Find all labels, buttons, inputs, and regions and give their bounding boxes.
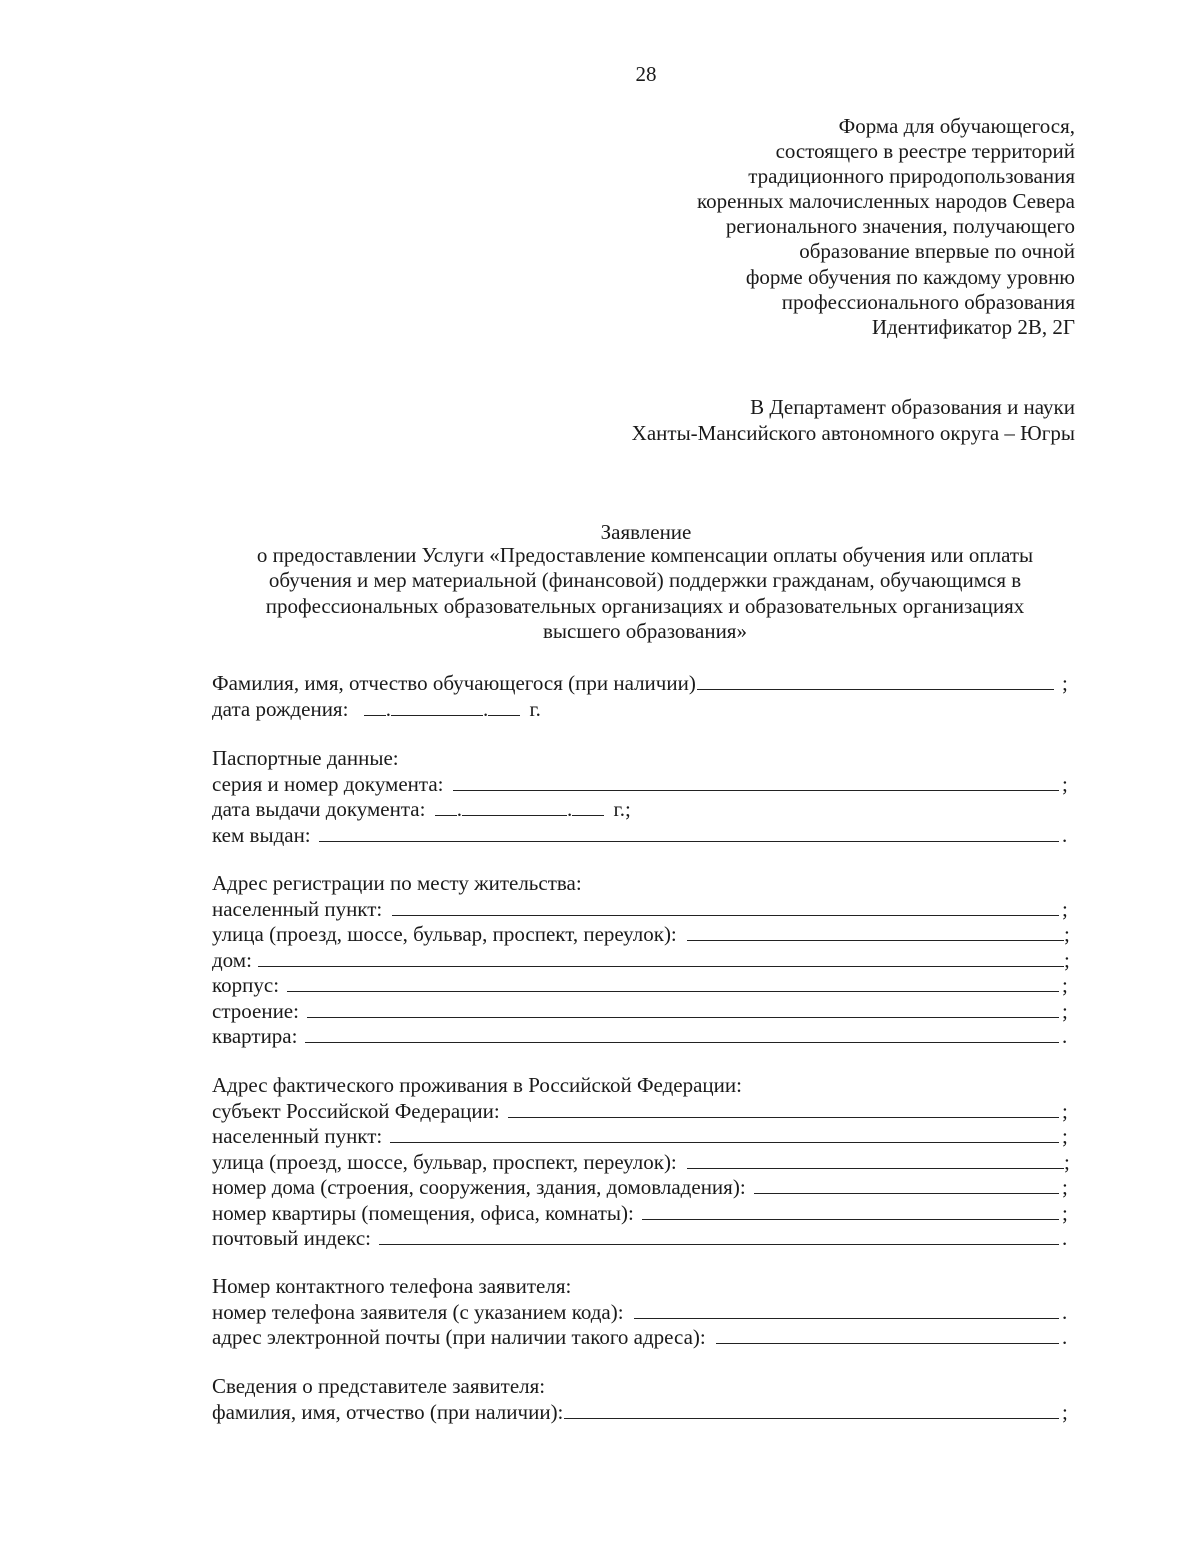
field-end-mark: ; <box>1062 1124 1068 1148</box>
form-note-line: форме обучения по каждому уровню <box>745 264 1075 289</box>
contacts-field-row <box>212 1300 1072 1326</box>
actual-house-field[interactable] <box>754 1178 1059 1194</box>
field-end-mark: ; <box>1062 771 1068 796</box>
contacts-field-row <box>212 1325 1072 1351</box>
registration-field-row <box>212 922 1072 948</box>
actual-address-field-row <box>212 1175 1072 1201</box>
passport-series-label: серия и номер документа: <box>212 771 444 796</box>
passport-issued-by-field[interactable] <box>319 826 1059 842</box>
passport-series-row <box>212 772 1072 798</box>
registration-field-row <box>212 1024 1072 1050</box>
year-suffix: г.; <box>613 797 631 821</box>
field-label: номер квартиры (помещения, офиса, комнаты): <box>212 1200 634 1225</box>
issue-month-field[interactable] <box>462 799 567 816</box>
registration-structure-field[interactable] <box>307 1002 1059 1018</box>
field-end-mark: . <box>1062 1226 1068 1250</box>
registration-street-field[interactable] <box>687 925 1064 941</box>
field-end-mark: . <box>1062 1325 1068 1349</box>
field-end-mark: ; <box>1062 1200 1068 1225</box>
email-field[interactable] <box>716 1328 1059 1344</box>
field-label: корпус: <box>212 973 280 997</box>
student-section <box>212 671 1072 722</box>
actual-apartment-field[interactable] <box>642 1204 1059 1220</box>
actual-locality-field[interactable] <box>390 1127 1059 1143</box>
passport-section <box>212 746 1072 848</box>
addressee <box>632 394 1075 446</box>
actual-address-field-row <box>212 1099 1072 1125</box>
registration-field-row <box>212 897 1072 923</box>
passport-heading: Паспортные данные: <box>212 746 399 770</box>
page-number: 28 <box>635 62 657 86</box>
field-end-mark: . <box>1062 1024 1068 1048</box>
field-end-mark: ; <box>1062 1098 1068 1123</box>
actual-street-field[interactable] <box>687 1153 1064 1169</box>
date-separator: . <box>482 696 489 721</box>
actual-postcode-field[interactable] <box>379 1229 1059 1245</box>
form-note-line: профессионального образования <box>781 289 1075 314</box>
passport-issue-date-label: дата выдачи документа: <box>212 797 426 821</box>
actual-region-field[interactable] <box>508 1102 1059 1118</box>
representative-section <box>212 1374 1072 1425</box>
representative-fio-field[interactable] <box>564 1403 1059 1419</box>
form-note-line: коренных малочисленных народов Севера <box>697 189 1075 214</box>
field-end-mark: ; <box>1062 1399 1068 1424</box>
registration-field-row <box>212 973 1072 999</box>
birth-month-field[interactable] <box>391 699 483 716</box>
form-note <box>697 114 1075 340</box>
date-separator: . <box>385 696 391 721</box>
subject-line: профессиональных образовательных организациях и образовательных организациях <box>265 593 1025 618</box>
subject-line: высшего образования» <box>543 619 747 644</box>
field-end-mark: ; <box>1062 671 1068 695</box>
registration-field-row <box>212 948 1072 974</box>
passport-issue-date-row <box>212 797 1072 823</box>
date-separator: . <box>566 797 573 821</box>
form-note-line: Форма для обучающегося, <box>838 114 1075 138</box>
birth-day-field[interactable] <box>364 699 386 716</box>
field-end-mark: ; <box>1062 998 1068 1023</box>
field-label: дом: <box>212 947 252 972</box>
birth-year-field[interactable] <box>488 699 520 716</box>
actual-address-field-row <box>212 1150 1072 1176</box>
representative-fio-row <box>212 1400 1072 1426</box>
field-end-mark: ; <box>1062 1175 1068 1199</box>
actual-address-field-row <box>212 1124 1072 1150</box>
field-end-mark: ; <box>1064 947 1070 972</box>
field-label: улица (проезд, шоссе, бульвар, проспект, переулок): <box>212 1149 677 1174</box>
birth-date-label: дата рождения: <box>212 696 349 721</box>
issue-year-field[interactable] <box>572 799 604 816</box>
field-label: строение: <box>212 998 299 1023</box>
registration-house-field[interactable] <box>258 951 1064 967</box>
field-label: номер телефона заявителя (с указанием кода): <box>212 1299 624 1324</box>
document-title: Заявление <box>600 520 692 544</box>
form-note-line: Идентификатор 2В, 2Г <box>871 314 1075 339</box>
contacts-heading: Номер контактного телефона заявителя: <box>212 1274 572 1298</box>
actual-address-section <box>212 1073 1072 1252</box>
form-note-line: традиционного природопользования <box>748 164 1075 189</box>
field-end-mark: ; <box>1064 922 1070 946</box>
phone-field[interactable] <box>634 1303 1059 1319</box>
field-end-mark: ; <box>1062 896 1068 921</box>
field-label: номер дома (строения, сооружения, здания, домовладения): <box>212 1175 746 1199</box>
field-label: почтовый индекс: <box>212 1226 371 1250</box>
actual-address-field-row <box>212 1226 1072 1252</box>
addressee-line: В Департамент образования и науки <box>750 395 1075 419</box>
registration-apartment-field[interactable] <box>305 1027 1059 1043</box>
registration-heading: Адрес регистрации по месту жительства: <box>212 871 582 895</box>
form-note-line: регионального значения, получающего <box>725 214 1075 239</box>
student-fio-field[interactable] <box>697 674 1054 690</box>
registration-locality-field[interactable] <box>392 900 1059 916</box>
passport-issued-by-row <box>212 823 1072 849</box>
subject-line: обучения и мер материальной (финансовой) поддержки гражданам, обучающимся в <box>268 568 1022 593</box>
subject-line: о предоставлении Услуги «Предоставление компенсации оплаты обучения или оплаты <box>256 543 1034 567</box>
representative-heading: Сведения о представителе заявителя: <box>212 1374 546 1398</box>
field-label: населенный пункт: <box>212 1124 383 1148</box>
registration-section <box>212 871 1072 1050</box>
date-separator: . <box>456 797 462 821</box>
actual-address-heading: Адрес фактического проживания в Российской Федерации: <box>212 1073 742 1097</box>
field-end-mark: ; <box>1062 973 1068 997</box>
year-suffix: г. <box>529 696 541 721</box>
field-end-mark: ; <box>1064 1149 1070 1174</box>
form-note-line: образование впервые по очной <box>799 239 1075 264</box>
addressee-line: Ханты-Мансийского автономного округа – Югры <box>631 421 1075 445</box>
registration-field-row <box>212 999 1072 1025</box>
field-label: квартира: <box>212 1024 298 1048</box>
student-fio-row <box>212 671 1072 697</box>
passport-series-field[interactable] <box>453 775 1059 791</box>
field-label: населенный пункт: <box>212 896 383 921</box>
field-label: адрес электронной почты (при наличии такого адреса): <box>212 1325 706 1349</box>
field-label: фамилия, имя, отчество (при наличии): <box>212 1399 564 1424</box>
field-end-mark: . <box>1062 1299 1068 1324</box>
birth-date-row <box>212 697 1072 723</box>
document-subject <box>210 543 1080 645</box>
actual-address-field-row <box>212 1201 1072 1227</box>
issue-day-field[interactable] <box>435 799 457 816</box>
contacts-section <box>212 1274 1072 1351</box>
registration-building-field[interactable] <box>287 976 1059 992</box>
field-label: улица (проезд, шоссе, бульвар, проспект, переулок): <box>212 922 677 946</box>
passport-issued-by-label: кем выдан: <box>212 822 311 847</box>
form-note-line: состоящего в реестре территорий <box>775 139 1075 164</box>
student-fio-label: Фамилия, имя, отчество обучающегося (при наличии) <box>212 671 696 695</box>
field-end-mark: . <box>1062 822 1068 847</box>
field-label: субъект Российской Федерации: <box>212 1098 500 1123</box>
